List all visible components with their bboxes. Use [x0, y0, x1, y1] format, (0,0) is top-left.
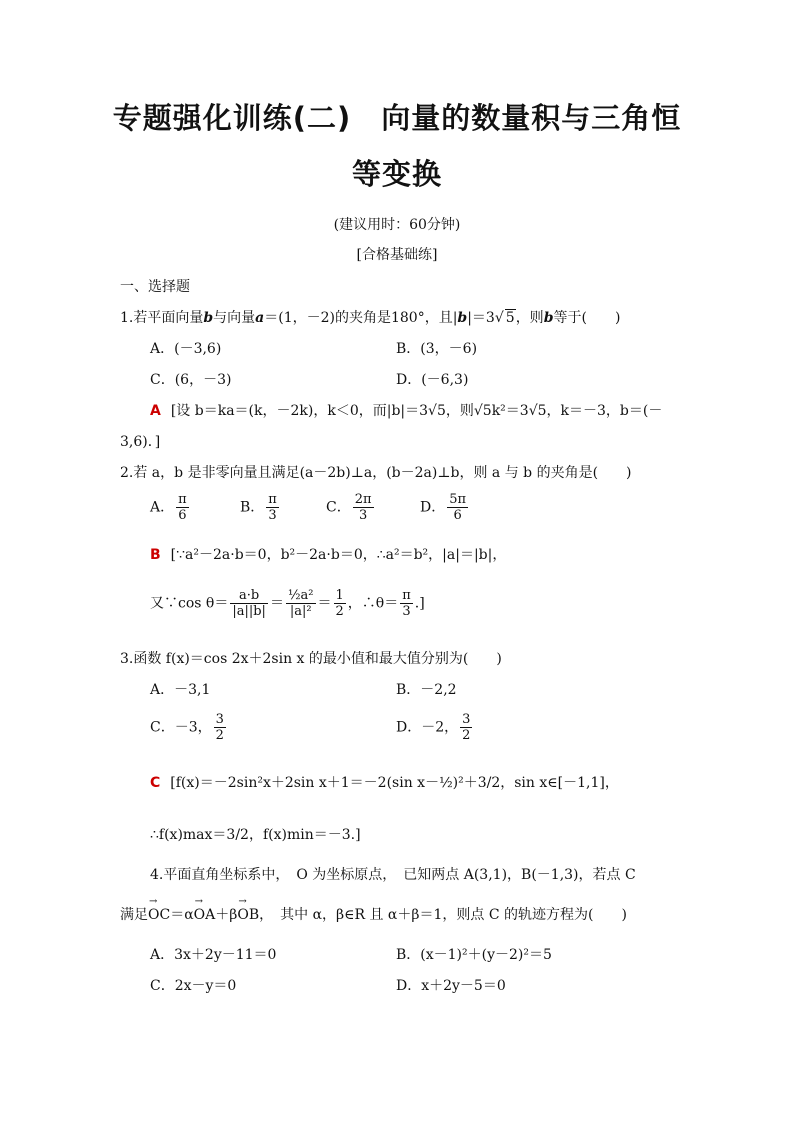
q2-option-d: D． $\frac{5\pi}{6}$ [420, 492, 467, 523]
q4-option-c: C．2x－y＝0 [150, 978, 237, 994]
q1-option-c: C．(6，－3) [150, 372, 232, 388]
page-title-line2: 等变换 [351, 157, 442, 191]
q3-explanation-line1: C [f(x)＝－2sin²x＋2sin x＋1＝－2(sin x－½)²＋3/2，sin x∈[－1,1]， [150, 775, 619, 791]
q3-option-d: D．－2， $\frac{3}{2}$ [396, 712, 471, 743]
q2-option-a: A． $\frac{\pi}{6}$ [150, 492, 187, 523]
q1-stem: 1.若平面向量b与向量a＝(1，－2)的夹角是180°，且|b|＝3√ 5，则b等于( ) [120, 310, 621, 326]
q4-option-b: B．(x－1)²＋(y－2)²＝5 [396, 947, 552, 963]
q2-stem: 2.若 a，b 是非零向量且满足(a－2b)⊥a，(b－2a)⊥b，则 a 与 b 的夹角是( ) [120, 465, 632, 481]
q2-answer: B [150, 547, 161, 563]
q3-explanation-line2: ∴f(x)max＝3/2，f(x)min＝－3.] [150, 827, 361, 843]
q1-answer: A [150, 403, 161, 419]
q1-option-d: D．(－6,3) [396, 372, 469, 388]
q1-explanation-line2: 3,6)．] [120, 434, 161, 450]
q4-option-d: D．x＋2y－5＝0 [396, 978, 506, 994]
time-note: (建议用时：60分钟) [333, 217, 461, 233]
q3-option-c: C．－3， $\frac{3}{2}$ [150, 712, 224, 743]
q1-option-b: B．(3，－6) [396, 341, 478, 357]
page-title-line1: 专题强化训练(二) 向量的数量积与三角恒 [112, 101, 682, 135]
section-heading: 一、选择题 [120, 279, 190, 295]
q1-explanation-line1: A [设 b＝ka＝(k，－2k)，k＜0，而|b|＝3√5，则√5k²＝3√5，k＝－3，b＝(－ [150, 403, 663, 419]
q1-option-a: A．(－3,6) [150, 341, 222, 357]
level-label: [合格基础练] [356, 247, 438, 263]
q2-option-c: C． $\frac{2\pi}{3}$ [326, 492, 372, 523]
q2-option-b: B． $\frac{\pi}{3}$ [240, 492, 277, 523]
q2-explanation-line2: 又∵cos θ＝ $\frac{a\cdot b}{|a||b|}$ ＝ $\frac{\text{½a²}}{\text{|a|²}}$ ＝ $\frac{1}{2}$ ，∴θ＝ $\frac{\pi}{3}$ .] [150, 588, 425, 619]
q3-option-b: B．－2,2 [396, 682, 457, 698]
q4-stem-line2: 满足→ OC＝α→ OA＋β→ OB， 其中 α，β∈R 且 α＋β＝1，则点 C 的轨迹方程为( ) [120, 904, 680, 924]
q3-answer: C [150, 775, 161, 791]
q3-stem: 3.函数 f(x)＝cos 2x＋2sin x 的最小值和最大值分别为( ) [120, 651, 502, 667]
q3-option-a: A．－3,1 [150, 682, 211, 698]
q4-option-a: A．3x＋2y－11＝0 [150, 947, 277, 963]
q4-stem-line1: 4.平面直角坐标系中， O 为坐标原点， 已知两点 A(3,1)，B(－1,3)，若点 C [150, 867, 636, 883]
q2-explanation-line1: B [∵a²－2a·b＝0，b²－2a·b＝0，∴a²＝b²，|a|＝|b|， [150, 547, 507, 563]
